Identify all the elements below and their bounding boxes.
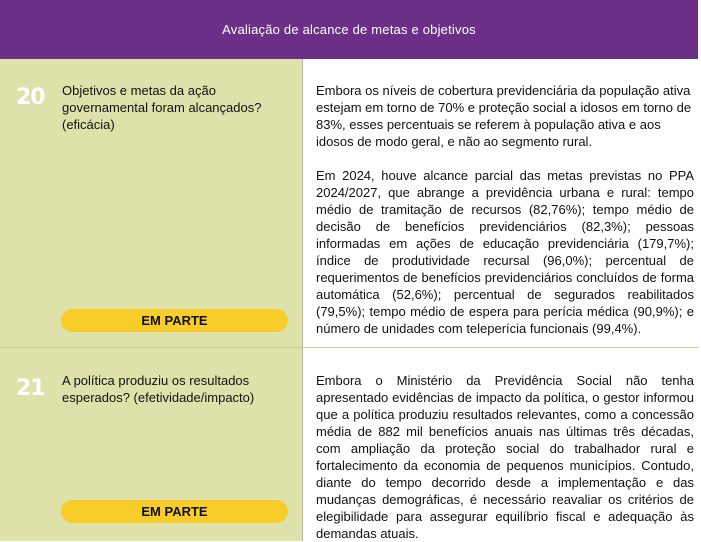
table-header (0, 0, 698, 59)
answer-paragraph: Embora o Ministério da Previdência Social não tenha apresentado evidências de impacto da política, o gestor informou que a política produziu resultados relevantes, como a concessão média de 882 mil benefícios anuais nas últimas três décadas, com ampliação da proteção social do trabalhador rural e fortalecimento da economia de pequenos municípios. Contudo, diante do tempo decorrido desde a implementação e das mudanças demográficas, é necessário reavaliar os critérios de elegibilidade para assegurar equilíbrio fiscal e adequação às demandas atuais. (316, 373, 694, 541)
answer-text-20 (316, 82, 694, 337)
answer-paragraph: Em 2024, houve alcance parcial das metas previstas no PPA 2024/2027, que abrange a previdência urbana e rural: tempo médio de tramitação de recursos (82,76%); tempo médio de decisão de benefícios previdenciários (82,3%); pessoas informadas em ações de educação previdenciária (179,7%); índice de produtividade recursal (96,0%); percentual de requerimentos de benefícios previdenciários concluídos de forma automática (52,6%); percentual de segurados reabilitados (79,5%); tempo médio de espera para perícia médica (90,9%); e número de unidades com teleperícia funcionais (99,4%). (316, 168, 694, 336)
answer-paragraph: Embora os níveis de cobertura previdenciária da população ativa estejam em torno de 70% e proteção social a idosos em torno de 83%, esses percentuais se referem à população ativa e aos idosos de modo geral, e não ao segmento rural. (316, 83, 692, 149)
row-divider (0, 347, 698, 348)
status-badge-20 (61, 309, 288, 332)
status-label-21: EM PARTE (141, 504, 208, 519)
row-number-20: 20 (16, 85, 45, 110)
status-label-20: EM PARTE (141, 313, 208, 328)
column-divider (302, 59, 303, 541)
row-number-21: 21 (16, 376, 45, 401)
question-text-20: Objetivos e metas da ação governamental foram alcançados? (eficácia) (62, 83, 262, 132)
question-text-21: A política produziu os resultados esperados? (efetividade/impacto) (62, 373, 255, 405)
status-badge-21 (61, 500, 288, 523)
answer-text-21 (316, 372, 694, 542)
table-title: Avaliação de alcance de metas e objetivos (222, 22, 476, 37)
